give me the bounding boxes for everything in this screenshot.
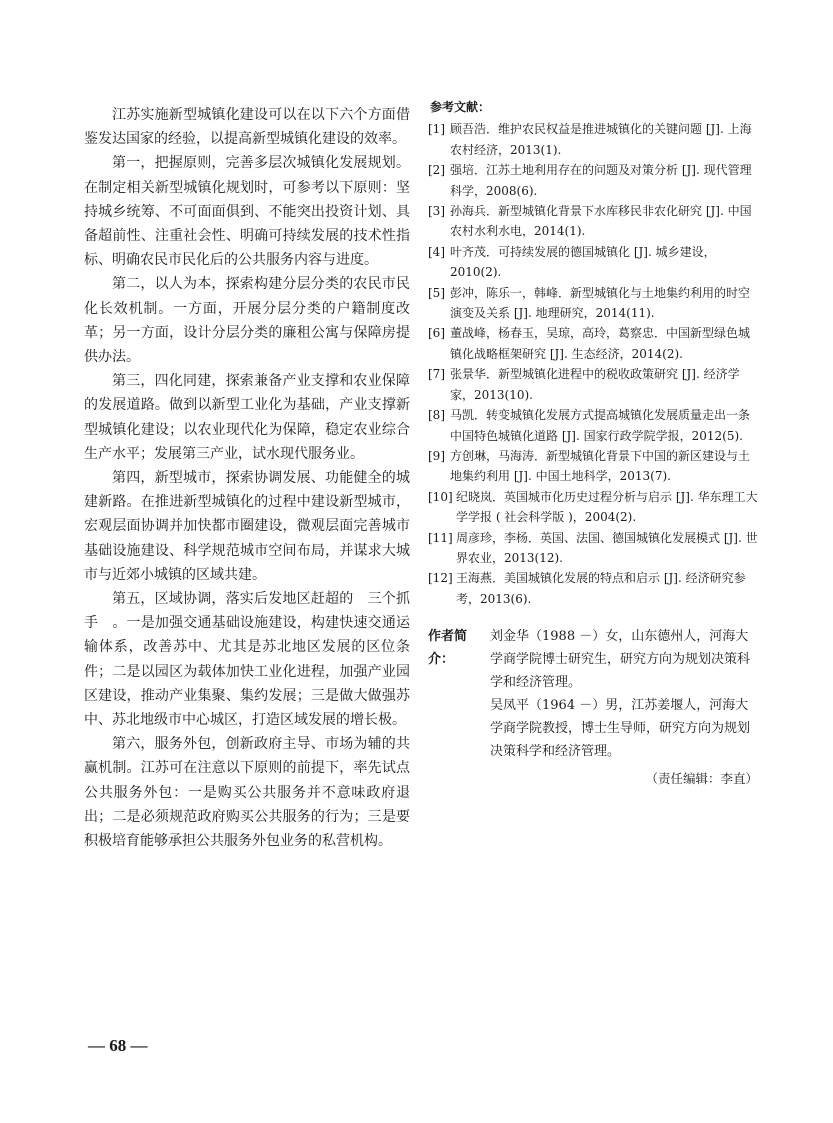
reference-number: [4] — [428, 244, 445, 259]
reference-text: 张景华．新型城镇化进程中的税收政策研究 [J]. 经济学家，2013(10). — [450, 367, 740, 402]
editor-note: （责任编辑：李直） — [645, 771, 758, 787]
reference-item — [428, 160, 758, 201]
body-paragraph: 第四，新型城市，探索协调发展、功能健全的城建新路。在推进新型城镇化的过程中建设新型城市，宏观层面协调并加快都市圈建设，微观层面完善城市基础设施建设、科学规范城市空间布局，并谋求大城市与近郊小城镇的区域共建。 — [84, 470, 410, 583]
author-entries — [490, 625, 758, 763]
body-paragraph: 第二，以人为本，探索构建分层分类的农民市民化长效机制。一方面，开展分层分类的户籍制度改革；另一方面，设计分层分类的廉租公寓与保障房提供办法。 — [84, 276, 410, 366]
reference-list — [428, 119, 758, 609]
reference-item — [428, 201, 758, 242]
reference-number: [11] — [428, 530, 453, 545]
author-intro-label: 作者简介： — [428, 629, 468, 668]
reference-text: 马凯．转变城镇化发展方式提高城镇化发展质量走出一条中国特色城镇化道路 [J]. 国家行政学院学报，2012(5). — [450, 408, 751, 443]
reference-text: 方创琳，马海涛．新型城镇化背景下中国的新区建设与土地集约利用 [J]. 中国土地科学，2013(7). — [450, 448, 751, 484]
reference-item — [428, 364, 758, 405]
author-entry: 刘金华（1988 －）女，山东德州人，河海大学商学院博士研究生，研究方向为规划决策科学和经济管理。 — [490, 629, 751, 691]
reference-item — [428, 242, 758, 283]
reference-item — [428, 568, 758, 609]
reference-text: 孙海兵．新型城镇化背景下水库移民非农化研究 [J]. 中国农村水利水电，2014(1). — [450, 204, 752, 239]
reference-number: [7] — [428, 367, 445, 382]
reference-number: [6] — [428, 326, 445, 341]
body-paragraph: 第五，区域协调，落实后发地区赶超的 三个抓手 。一是加强交通基础设施建设，构建快速交通运输体系，改善苏中、尤其是苏北地区发展的区位条件；二是以园区为载体加快工业化进程，加强产业园区建设，推动产业集聚、集约发展；三是做大做强苏中、苏北地级市中心城区，打造区域发展的增长极。 — [84, 591, 410, 729]
reference-text: 王海燕．美国城镇化发展的特点和启示 [J]. 经济研究参考，2013(6). — [456, 571, 746, 606]
reference-item — [428, 323, 758, 364]
reference-text: 纪晓岚．英国城市化历史过程分析与启示 [J]. 华东理工大学学报 ( 社会科学版 )，2004(2). — [456, 489, 758, 525]
reference-text: 顾吾浩．维护农民权益是推进城镇化的关键问题 [J]. 上海农村经济，2013(1). — [450, 122, 752, 157]
references-heading: 参考文献： — [430, 100, 491, 114]
reference-number: [10] — [428, 489, 453, 504]
reference-number: [5] — [428, 285, 445, 300]
body-paragraph: 第六，服务外包，创新政府主导、市场为辅的共赢机制。江苏可在注意以下原则的前提下，率先试点公共服务外包：一是购买公共服务并不意味政府退出；二是必须规范政府购买公共服务的行为；三是要积极培育能够承担公共服务外包业务的私营机构。 — [84, 736, 410, 850]
reference-item — [428, 283, 758, 324]
reference-text: 叶齐茂．可持续发展的德国城镇化 [J]. 城乡建设，2010(2). — [450, 244, 716, 280]
reference-text: 彭冲，陈乐一，韩峰．新型城镇化与土地集约利用的时空演变及关系 [J]. 地理研究，2014(11). — [450, 285, 751, 321]
author-entry: 吴凤平（1964 －）男，江苏姜堰人，河海大学商学院教授，博士生导师，研究方向为规划决策科学和经济管理。 — [490, 698, 751, 760]
reference-column — [428, 97, 758, 790]
reference-text: 强培．江苏土地利用存在的问题及对策分析 [J]. 现代管理科学，2008(6). — [450, 163, 752, 198]
reference-number: [9] — [428, 448, 445, 463]
reference-item — [428, 446, 758, 487]
reference-item — [428, 119, 758, 160]
reference-number: [8] — [428, 408, 445, 423]
reference-number: [1] — [428, 122, 445, 137]
body-paragraph: 第三，四化同建，探索兼备产业支撑和农业保障的发展道路。做到以新型工业化为基础，产业支撑新型城镇化建设；以农业现代化为保障，稳定农业综合生产水平；发展第三产业，试水现代服务业。 — [84, 373, 410, 462]
reference-number: [12] — [428, 571, 453, 586]
reference-item — [428, 487, 758, 528]
reference-text: 董战峰，杨春玉，吴琼，高玲，葛察忠．中国新型绿色城镇化战略框架研究 [J]. 生态经济，2014(2). — [450, 326, 751, 361]
reference-number: [2] — [428, 163, 445, 178]
reference-item — [428, 528, 758, 569]
body-paragraph: 江苏实施新型城镇化建设可以在以下六个方面借鉴发达国家的经验，以提高新型城镇化建设的效率。 — [84, 107, 410, 148]
page-number: — 68 — — [88, 1036, 148, 1055]
reference-number: [3] — [428, 204, 445, 219]
body-paragraph: 第一，把握原则，完善多层次城镇化发展规划。在制定相关新型城镇化规划时，可参考以下原则：坚持城乡统筹、不可面面俱到、不能突出投资计划、具备超前性、注重社会性、明确可持续发展的技术性指标、明确农民市民化后的公共服务内容与进度。 — [84, 155, 410, 269]
reference-item — [428, 405, 758, 446]
body-column — [84, 103, 410, 853]
reference-text: 周彦珍，李杨．英国、法国、德国城镇化发展模式 [J]. 世界农业，2013(12). — [456, 530, 758, 565]
author-intro — [428, 625, 758, 763]
